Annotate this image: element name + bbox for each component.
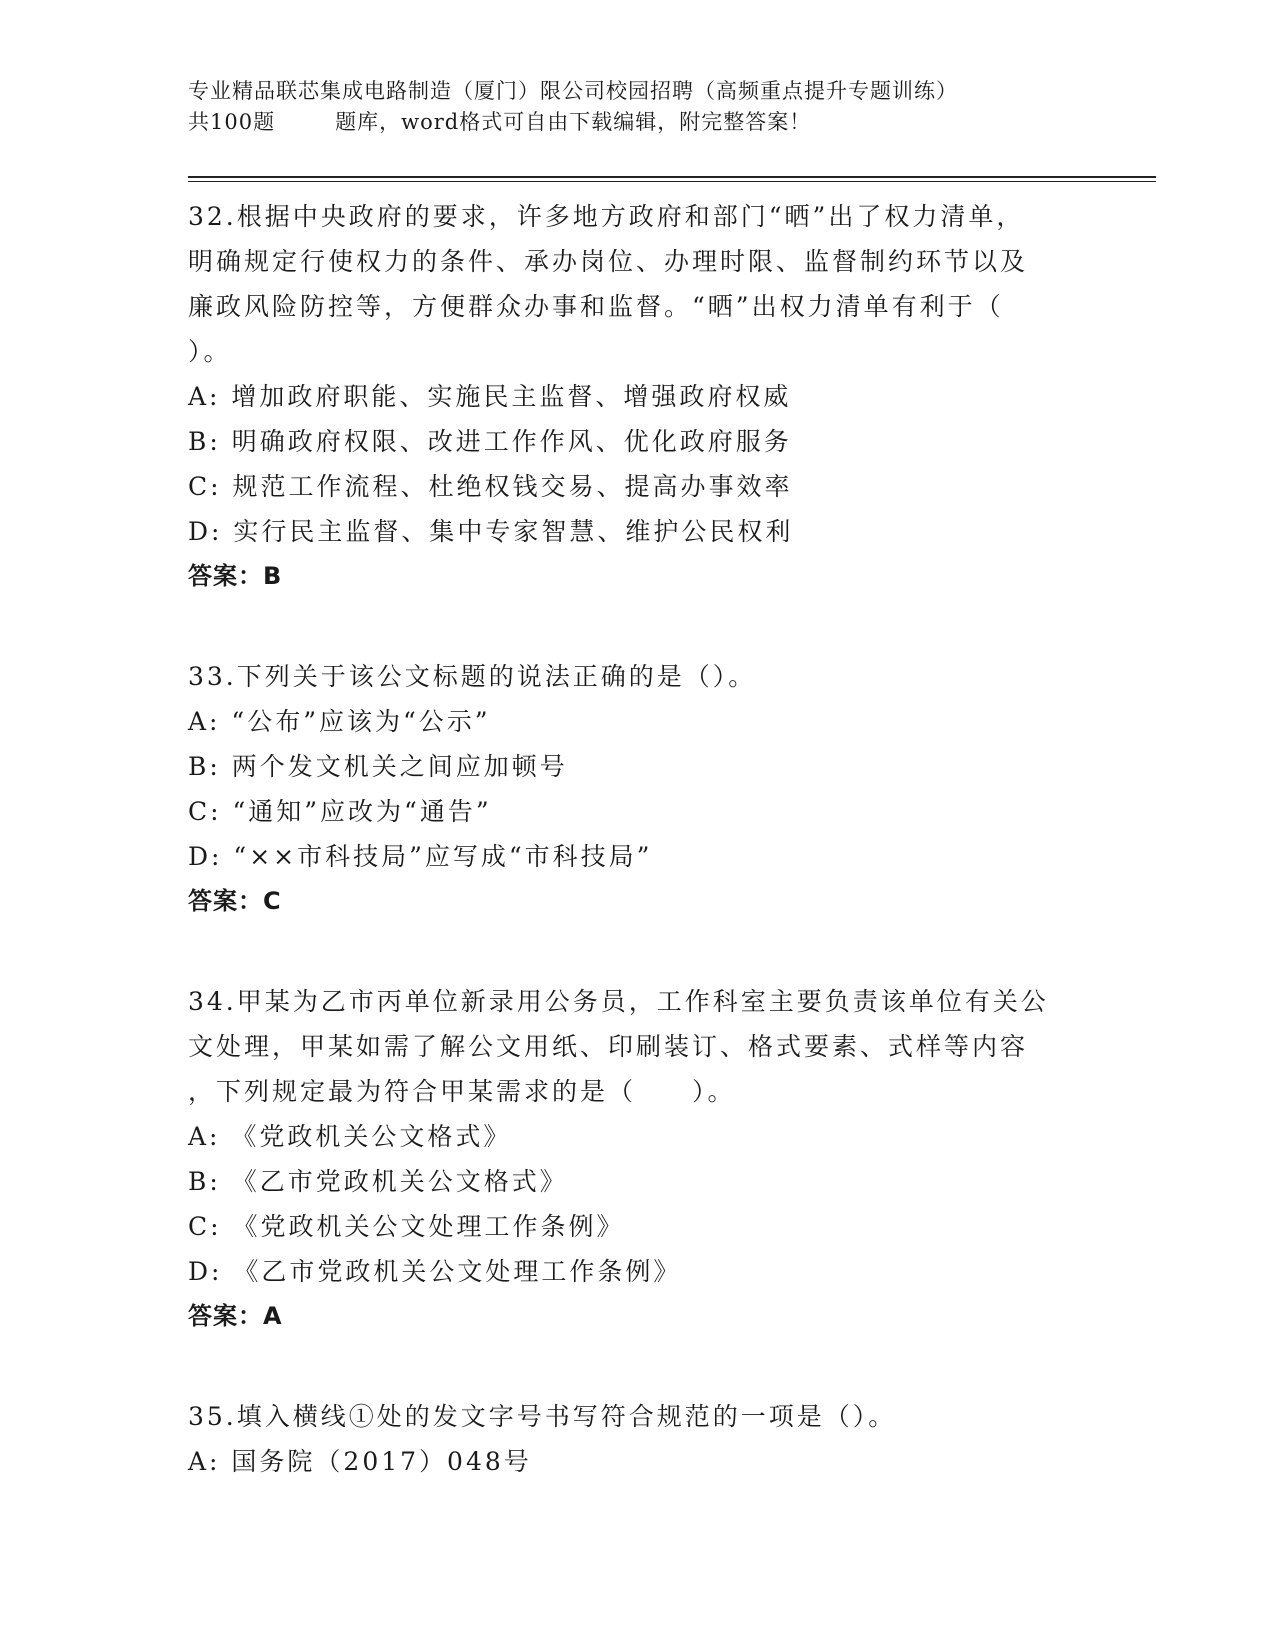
option-a: A: “公布”应该为“公示”: [188, 707, 491, 736]
header-subtitle: [188, 107, 1088, 138]
answer-label: 答案：C: [188, 887, 282, 915]
question-stem: 34.甲某为乙市丙单位新录用公务员，工作科室主要负责该单位有关公 文处理，甲某如需了解公文用纸、印刷装订、格式要素、式样等内容 ，下列规定最为符合甲某需求的是（ ）。: [188, 987, 1049, 1106]
option-a: A: 国务院（2017）048号: [188, 1447, 532, 1476]
header-divider-thin: [188, 181, 1156, 182]
document-header: [188, 76, 1088, 138]
question-35: [188, 1394, 1088, 1484]
question-list: [188, 194, 1088, 1539]
option-c: C: “通知”应改为“通告”: [188, 797, 492, 826]
option-d: D: 《乙市党政机关公文处理工作条例》: [188, 1257, 682, 1286]
header-count: 共100题: [188, 110, 276, 134]
header-divider: [188, 176, 1156, 178]
option-a: A: 《党政机关公文格式》: [188, 1122, 512, 1151]
question-32: [188, 194, 1088, 599]
answer-label: 答案：A: [188, 1302, 283, 1330]
answer-label: 答案：B: [188, 562, 283, 590]
option-a: A: 增加政府职能、实施民主监督、增强政府权威: [188, 382, 792, 411]
option-c: C: 规范工作流程、杜绝权钱交易、提高办事效率: [188, 472, 793, 501]
question-33: [188, 654, 1088, 924]
question-34: [188, 979, 1088, 1339]
option-d: D: 实行民主监督、集中专家智慧、维护公民权利: [188, 517, 794, 546]
question-stem: 33.下列关于该公文标题的说法正确的是（）。: [188, 662, 757, 691]
option-b: B: 两个发文机关之间应加顿号: [188, 752, 568, 781]
option-b: B: 《乙市党政机关公文格式》: [188, 1167, 568, 1196]
question-stem: 32.根据中央政府的要求，许多地方政府和部门“晒”出了权力清单， 明确规定行使权力的条件、承办岗位、办理时限、监督制约环节以及 廉政风险防控等，方便群众办事和监督。“晒”出权力清单有利于（ ）。: [188, 202, 1029, 366]
header-note: 题库，word格式可自由下载编辑，附完整答案！: [335, 110, 812, 134]
option-c: C: 《党政机关公文处理工作条例》: [188, 1212, 625, 1241]
option-d: D: “××市科技局”应写成“市科技局”: [188, 842, 653, 871]
option-b: B: 明确政府权限、改进工作作风、优化政府服务: [188, 427, 792, 456]
question-stem: 35.填入横线①处的发文字号书写符合规范的一项是（）。: [188, 1402, 897, 1431]
header-title: 专业精品联芯集成电路制造（厦门）限公司校园招聘（高频重点提升专题训练）: [188, 79, 958, 103]
